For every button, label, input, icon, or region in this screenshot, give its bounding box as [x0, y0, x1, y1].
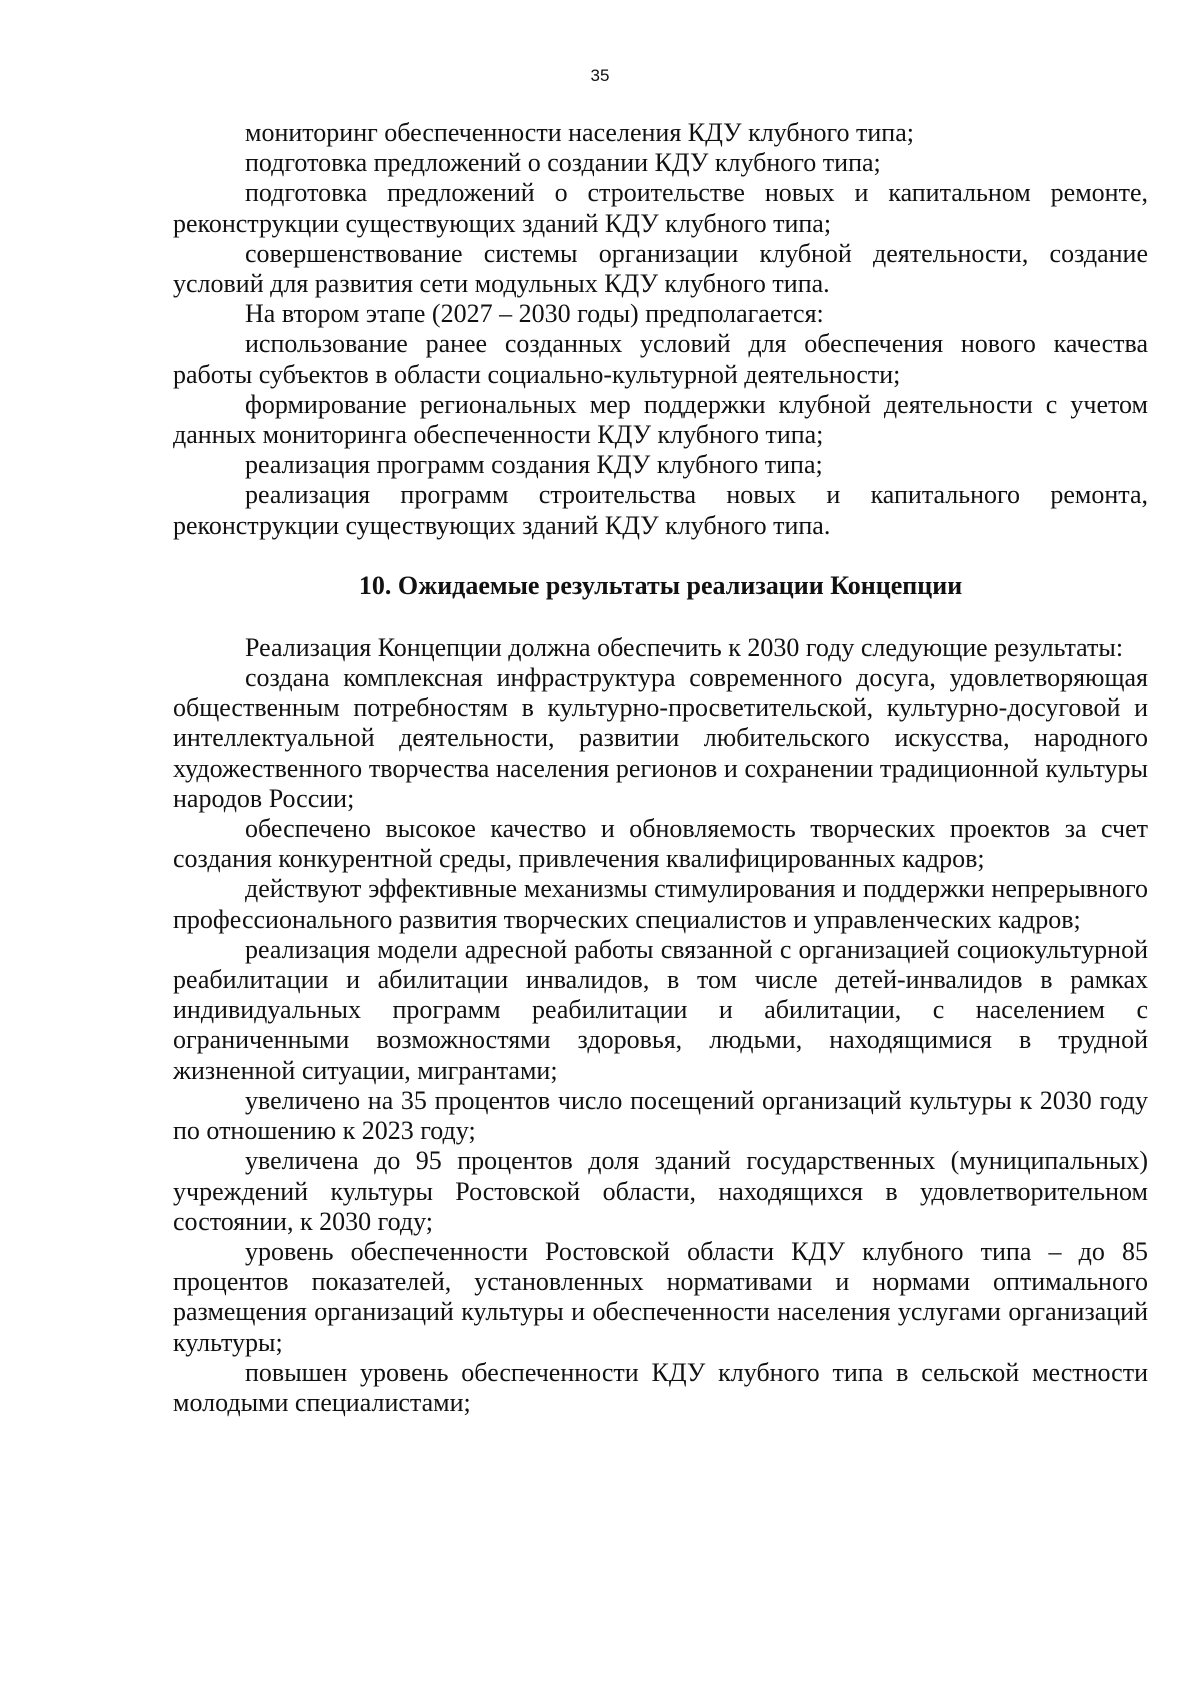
page-number: 35 — [590, 66, 610, 85]
spacer — [173, 601, 1148, 633]
document-body — [173, 118, 1148, 1418]
stage1-item: совершенствование системы организации клубной деятельности, создание условий для развития сети модульных КДУ клубного типа. — [173, 238, 1148, 299]
result-item: создана комплексная инфраструктура современного досуга, удовлетворяющая общественным потребностям в культурно-просветительской, культурно-досуговой и интеллектуальной деятельности, развитии любительского искусства, народного художественного творчества населения регионов и сохранении традиционной культуры народов России; — [173, 663, 1148, 813]
result-item: реализация модели адресной работы связанной с организацией социокультурной реабилитации и абилитации инвалидов, в том числе детей-инвалидов в рамках индивидуальных программ реабилитации и абилитации, с населением с ограниченными возможностями здоровья, людьми, находящимися в трудной жизненной ситуации, мигрантами; — [173, 934, 1148, 1085]
stage1-item: мониторинг обеспеченности населения КДУ клубного типа; — [245, 118, 914, 147]
stage1-item: подготовка предложений о строительстве новых и капитальном ремонте, реконструкции существующих зданий КДУ клубного типа; — [173, 178, 1148, 238]
section-heading: 10. Ожидаемые результаты реализации Концепции — [358, 570, 963, 600]
stage2-item: формирование региональных мер поддержки клубной деятельности с учетом данных мониторинга обеспеченности КДУ клубного типа; — [173, 389, 1148, 450]
stage1-item: подготовка предложений о создании КДУ клубного типа; — [245, 148, 881, 178]
result-item: повышен уровень обеспеченности КДУ клубного типа в сельской местности молодыми специалистами; — [173, 1357, 1148, 1417]
result-item: действуют эффективные механизмы стимулирования и поддержки непрерывного профессионального развития творческих специалистов и управленческих кадров; — [173, 874, 1148, 934]
stage2-intro: На втором этапе (2027 – 2030 годы) предполагается: — [245, 299, 824, 329]
stage2-item: использование ранее созданных условий для обеспечения нового качества работы субъектов в области социально-культурной деятельности; — [173, 329, 1148, 389]
result-item: увеличено на 35 процентов число посещений организаций культуры к 2030 году по отношению к 2023 году; — [173, 1085, 1148, 1146]
result-item: обеспечено высокое качество и обновляемость творческих проектов за счет создания конкурентной среды, привлечения квалифицированных кадров; — [173, 814, 1148, 874]
stage2-item: реализация программ строительства новых и капитального ремонта, реконструкции существующих зданий КДУ клубного типа. — [173, 480, 1148, 540]
stage2-item: реализация программ создания КДУ клубного типа; — [245, 450, 823, 480]
result-item: уровень обеспеченности Ростовской области КДУ клубного типа – до 85 процентов показателей, установленных нормативами и нормами оптимального размещения организаций культуры и обеспеченности населения услугами организаций культуры; — [173, 1236, 1148, 1357]
spacer — [173, 541, 1148, 571]
results-intro: Реализация Концепции должна обеспечить к 2030 году следующие результаты: — [245, 632, 1124, 662]
result-item: увеличена до 95 процентов доля зданий государственных (муниципальных) учреждений культуры Ростовской области, находящихся в удовлетворительном состоянии, к 2030 году; — [173, 1146, 1148, 1236]
